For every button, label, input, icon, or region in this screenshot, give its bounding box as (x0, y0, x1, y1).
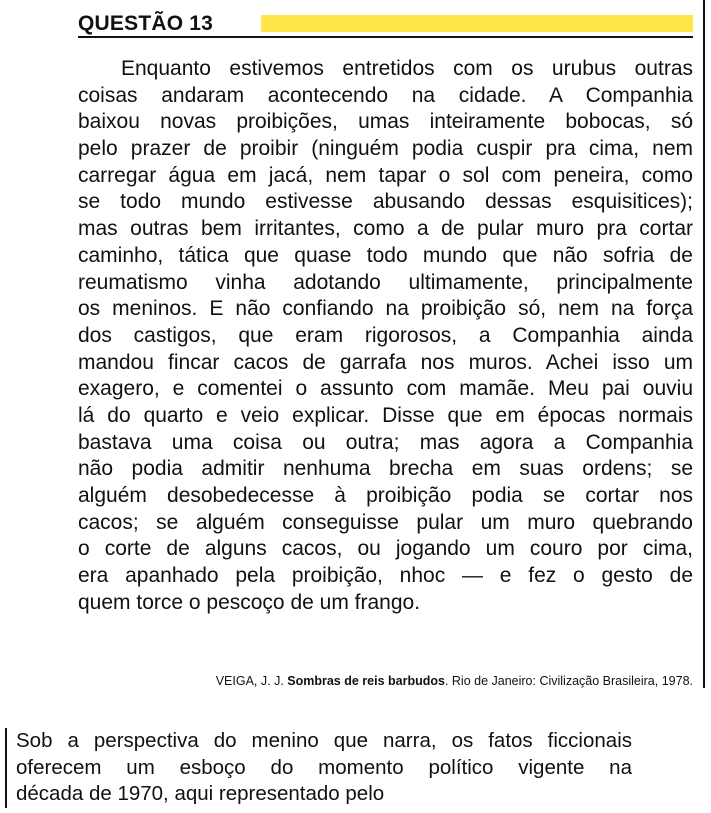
passage-line: alguém desobedecesse à proibição podia se cortar nos (78, 484, 693, 507)
question-line: década de 1970, aqui representado pelo (16, 782, 385, 806)
citation-work-title: Sombras de reis barbudos (287, 674, 445, 688)
passage-line: os meninos. E não confiando na proibição só, nem na força (78, 297, 693, 321)
header-highlight-bar (261, 15, 693, 32)
citation-author: VEIGA, J. J. (215, 674, 288, 688)
passage-line: exagero, e comentei o assunto com mamãe. Meu pai ouviu (78, 377, 693, 401)
passage-line: o corte de alguns cacos, ou jogando um couro por cima, (78, 537, 693, 561)
question-stem (16, 728, 632, 808)
question-left-border (5, 728, 7, 808)
question-number: QUESTÃO 13 (78, 12, 214, 35)
passage-line: pelo prazer de proibir (ninguém podia cuspir pra cima, nem (78, 137, 693, 161)
source-citation (78, 674, 693, 688)
passage-line: coisas andaram acontecendo na cidade. A Companhia (78, 83, 693, 107)
passage-line: baixou novas proibições, umas inteiramente bobocas, só (78, 110, 693, 134)
passage-line: não podia admitir nenhuma brecha em suas ordens; se (78, 457, 693, 481)
passage-line: Enquanto estivemos entretidos com os urubus outras (121, 57, 693, 80)
passage-line: quem torce o pescoço de um frango. (78, 590, 421, 614)
passage-line: era apanhado pela proibição, nhoc — e fez o gesto de (78, 564, 693, 588)
citation-publisher: . Rio de Janeiro: Civilização Brasileira, 1978. (444, 674, 693, 688)
question-line: oferecem um esboço do momento político vigente na (16, 755, 632, 779)
passage-right-border (703, 0, 705, 688)
passage-line: bastava uma coisa ou outra; mas agora a Companhia (78, 430, 693, 454)
passage-line: dos castigos, que eram rigorosos, a Companhia ainda (78, 323, 693, 347)
passage-line: caminho, tática que quase todo mundo que não sofria de (78, 243, 693, 267)
passage-line: lá do quarto e veio explicar. Disse que em épocas normais (78, 403, 693, 427)
passage-line: se todo mundo estivesse abusando dessas esquisitices); (78, 190, 693, 214)
header-underline (78, 36, 693, 38)
passage-line: mas outras bem irritantes, como a de pular muro pra cortar (78, 217, 693, 241)
passage-line: mandou fincar cacos de garrafa nos muros. Achei isso um (78, 350, 693, 374)
passage-line: carregar água em jacá, nem tapar o sol com peneira, como (78, 163, 693, 187)
question-header (78, 10, 693, 38)
passage-line: reumatismo vinha adotando ultimamente, principalmente (78, 270, 693, 294)
passage-line: cacos; se alguém conseguisse pular um muro quebrando (78, 510, 693, 534)
passage-text (78, 56, 693, 616)
question-line: Sob a perspectiva do menino que narra, os fatos ficcionais (16, 729, 632, 752)
